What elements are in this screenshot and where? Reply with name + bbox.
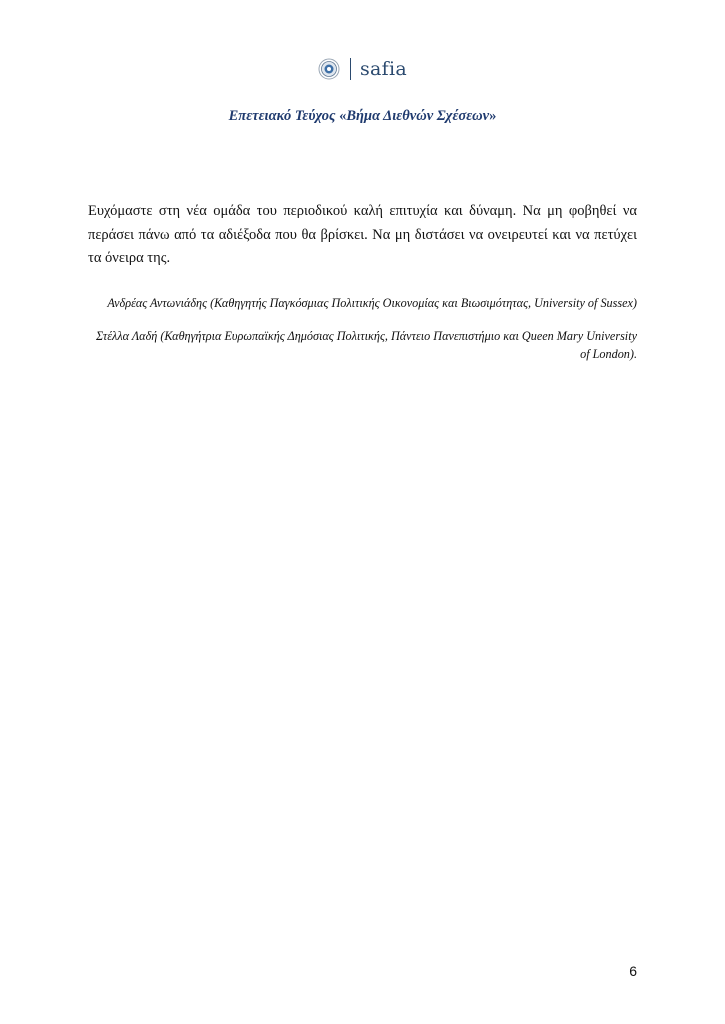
logo-text: safia (359, 58, 407, 80)
journal-title (0, 108, 725, 125)
journal-title-prefix: Επετειακό Τεύχος (228, 108, 340, 124)
journal-title-emphasis: Βήμα Διεθνών Σχέσεων (346, 108, 490, 124)
logo-divider (350, 58, 351, 80)
signature-antoniades: Ανδρέας Αντωνιάδης (Καθηγητής Παγκόσμιας Πολιτικής Οικονομίας και Βιωσιμότητας, University of Sussex) (107, 296, 637, 310)
main-paragraph: Ευχόμαστε στη νέα ομάδα του περιοδικού καλή επιτυχία και δύναμη. Να μη φοβηθεί να περάσει πάνω από τα αδιέξοδα που θα βρίσκει. Να μη διστάσει να ονειρευτεί και να πετύχει τα όνειρα της. (88, 203, 637, 266)
header-logo (0, 58, 725, 80)
emblem-icon (318, 58, 340, 80)
logo-group (318, 58, 407, 80)
page-number: 6 (629, 963, 637, 979)
signatures-block (88, 294, 637, 378)
quote-close: » (489, 108, 497, 124)
quote-open: « (339, 108, 347, 124)
signature-ladi: Στέλλα Λαδή (Καθηγήτρια Ευρωπαϊκής Δημόσιας Πολιτικής, Πάντειο Πανεπιστήμιο και Queen Mary University of London). (96, 328, 637, 361)
